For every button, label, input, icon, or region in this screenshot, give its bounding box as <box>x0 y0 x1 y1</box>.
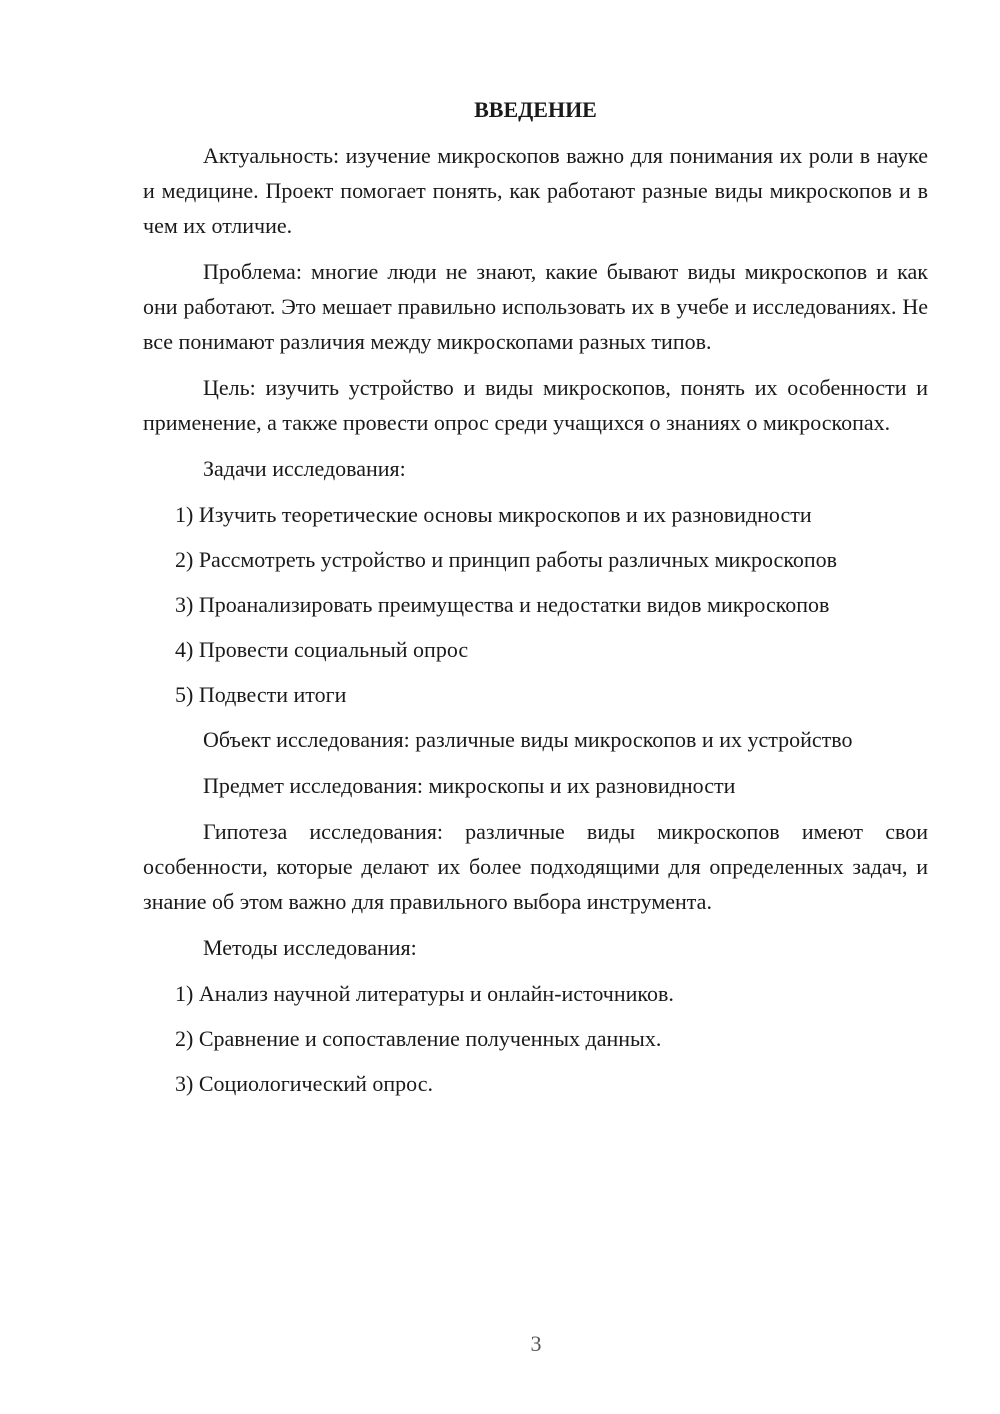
list-item: 3) Социологический опрос. <box>175 1071 433 1096</box>
list-item: 3) Проанализировать преимущества и недостатки видов микроскопов <box>175 592 830 617</box>
page-number: 3 <box>530 1331 542 1356</box>
relevance-paragraph: Актуальность: изучение микроскопов важно для понимания их роли в науке и медицине. Проект помогает понять, как работают разные виды микроскопов и в чем их отличие. <box>143 143 928 238</box>
list-item: 4) Провести социальный опрос <box>175 637 469 662</box>
tasks-list <box>143 497 928 712</box>
methods-list <box>143 976 928 1101</box>
object-paragraph: Объект исследования: различные виды микроскопов и их устройство <box>203 727 853 752</box>
list-item: 1) Анализ научной литературы и онлайн-источников. <box>175 981 674 1006</box>
list-item: 5) Подвести итоги <box>175 682 347 707</box>
section-title: ВВЕДЕНИЕ <box>474 97 597 122</box>
list-item: 2) Сравнение и сопоставление полученных данных. <box>175 1026 662 1051</box>
document-page <box>143 92 928 1111</box>
methods-heading: Методы исследования: <box>203 935 417 960</box>
hypothesis-paragraph: Гипотеза исследования: различные виды микроскопов имеют свои особенности, которые делают их более подходящими для определенных задач, и знание об этом важно для правильного выбора инструмента. <box>143 819 928 914</box>
tasks-heading: Задачи исследования: <box>203 456 406 481</box>
goal-paragraph: Цель: изучить устройство и виды микроскопов, понять их особенности и применение, а также провести опрос среди учащихся о знаниях о микроскопах. <box>143 375 928 435</box>
subject-paragraph: Предмет исследования: микроскопы и их разновидности <box>203 773 736 798</box>
problem-paragraph: Проблема: многие люди не знают, какие бывают виды микроскопов и как они работают. Это мешает правильно использовать их в учебе и исследованиях. Не все понимают различия между микроскопами разных типов. <box>143 259 928 354</box>
list-item: 2) Рассмотреть устройство и принцип работы различных микроскопов <box>175 547 838 572</box>
list-item: 1) Изучить теоретические основы микроскопов и их разновидности <box>175 502 812 527</box>
